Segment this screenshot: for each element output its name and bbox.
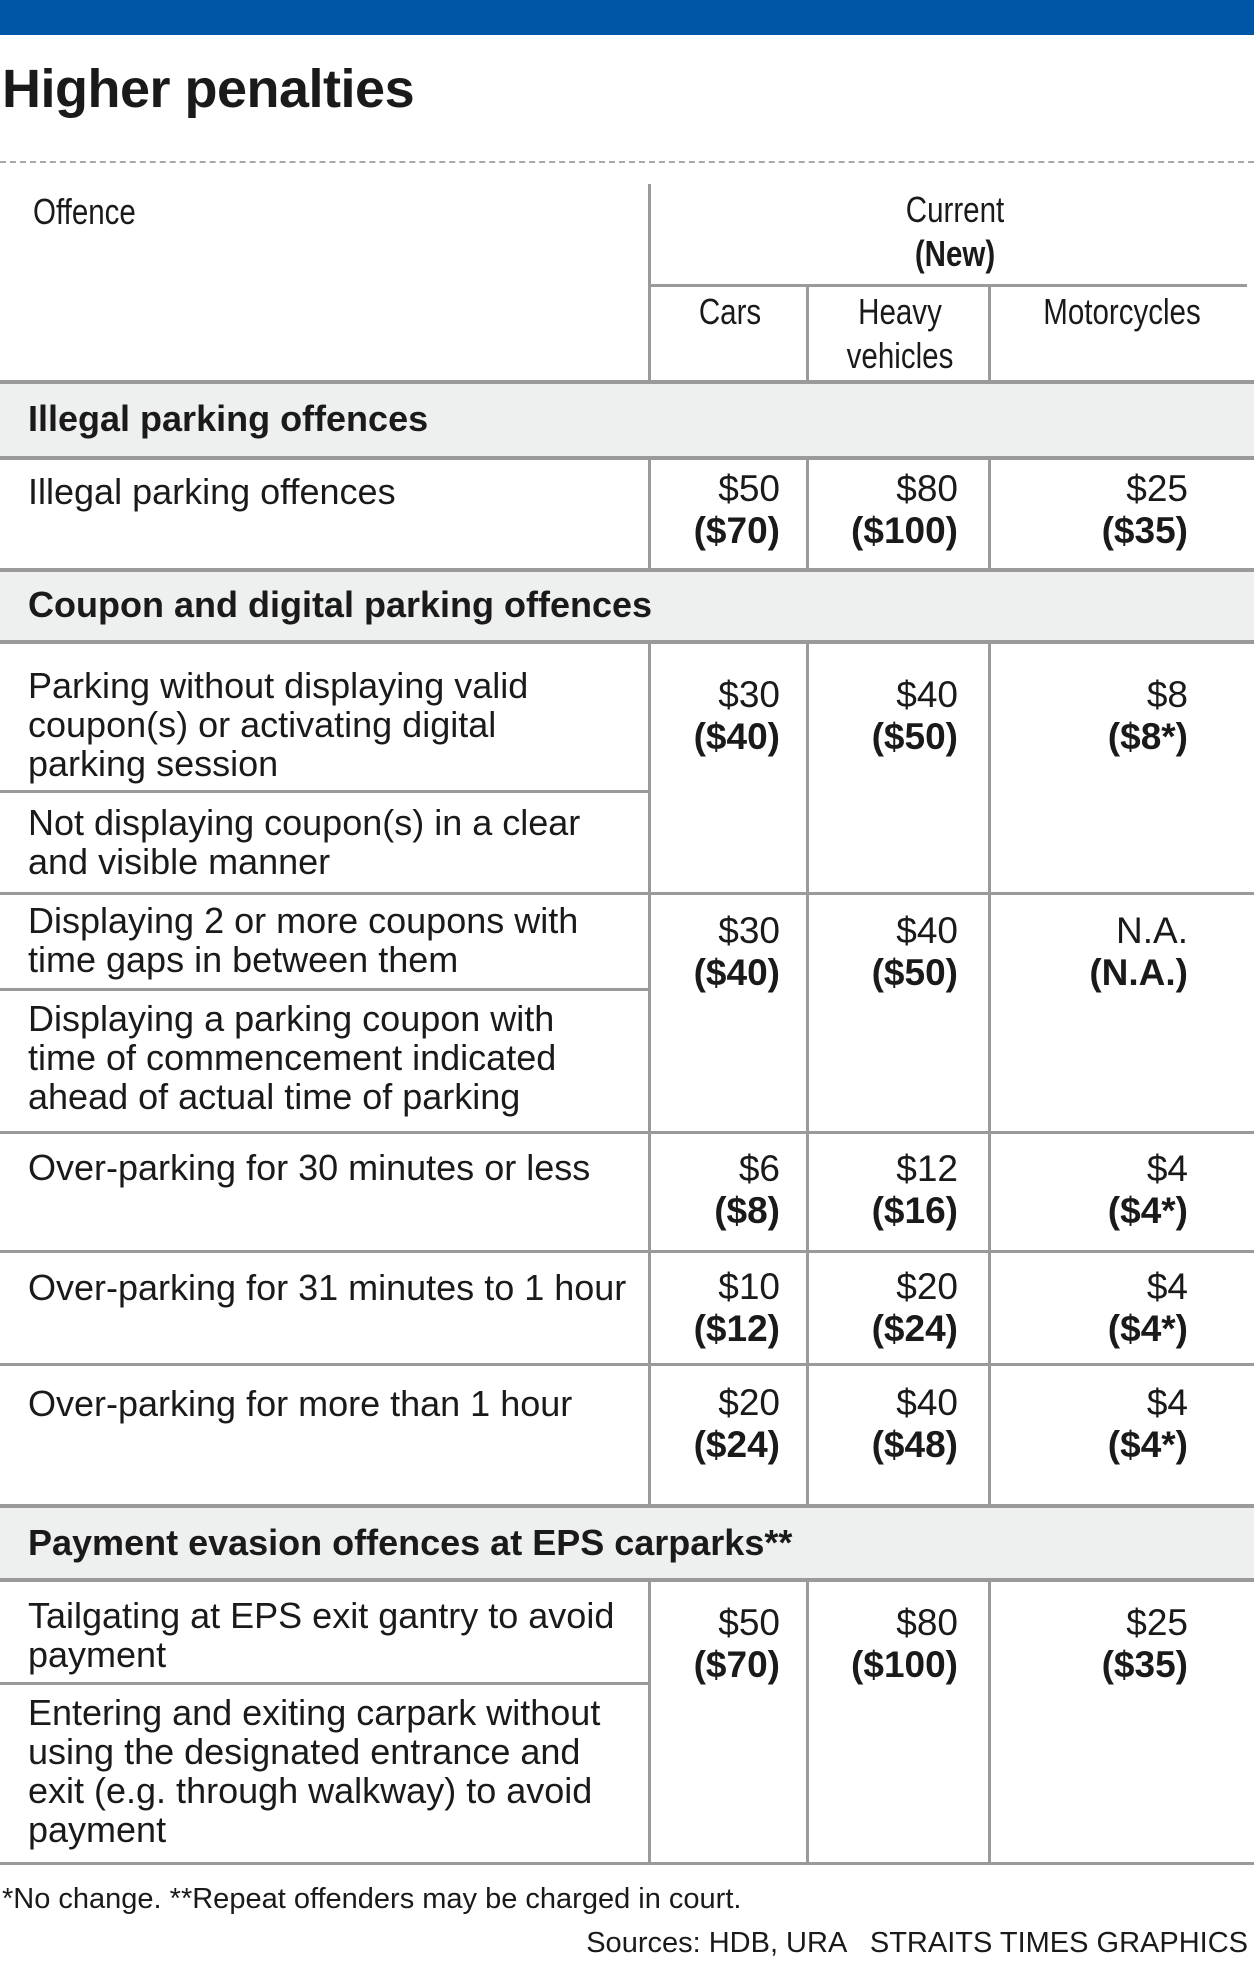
section-title-illegal: Illegal parking offences [28, 398, 429, 439]
current-fine: $25 [1126, 468, 1188, 509]
current-fine: $4 [1146, 1382, 1188, 1423]
table-rule [0, 892, 1254, 895]
table-rule [0, 1862, 1254, 1865]
fine-cell [630, 910, 780, 994]
new-fine: ($40) [693, 716, 780, 757]
fine-cell [788, 910, 958, 994]
current-fine: $20 [718, 1382, 780, 1423]
table-rule [0, 640, 1254, 644]
column-rule [806, 286, 809, 380]
current-fine: $12 [896, 1148, 958, 1189]
heavy-vehicles-header-line2: vehicles [846, 335, 954, 376]
sources-credit: Sources: HDB, URA STRAITS TIMES GRAPHICS [586, 1927, 1248, 1959]
table-rule [0, 1363, 1254, 1366]
table-rule [0, 456, 1254, 460]
new-fine: ($70) [693, 510, 780, 551]
current-fine: $10 [718, 1266, 780, 1307]
fine-cell [788, 468, 958, 552]
column-rule [648, 1580, 651, 1864]
table-rule [0, 790, 650, 793]
offence-ahead-line3: ahead of actual time of parking [28, 1076, 521, 1117]
new-fine: ($4*) [1107, 1308, 1188, 1349]
offence-two-coupons-line2: time gaps in between them [28, 939, 459, 980]
new-fine: ($12) [693, 1308, 780, 1349]
new-fine: ($16) [871, 1190, 958, 1231]
offence-no-coupon-line3: parking session [28, 743, 279, 784]
heavy-vehicles-header-line1: Heavy [858, 291, 942, 332]
new-fine: ($4*) [1107, 1190, 1188, 1231]
new-fine: ($35) [1101, 510, 1188, 551]
table-rule [0, 380, 1254, 384]
fine-cell [998, 1382, 1188, 1466]
new-fine: ($48) [871, 1424, 958, 1465]
offence-not-visible-line1: Not displaying coupon(s) in a clear [28, 802, 581, 843]
new-fine: ($24) [871, 1308, 958, 1349]
offence-overparking-more: Over-parking for more than 1 hour [28, 1383, 573, 1424]
current-fine: $30 [718, 910, 780, 951]
column-rule [648, 458, 651, 568]
current-fine: $4 [1146, 1266, 1188, 1307]
fine-cell [788, 1602, 958, 1686]
column-rule [648, 642, 651, 1504]
new-fine: (N.A.) [1089, 952, 1188, 993]
fine-cell [630, 1602, 780, 1686]
offence-tailgating-line2: payment [28, 1634, 167, 1675]
column-rule [988, 1580, 991, 1864]
fine-cell [998, 1266, 1188, 1350]
offence-column-header: Offence [33, 191, 136, 232]
offence-no-coupon-line1: Parking without displaying valid [28, 665, 529, 706]
offence-walkway-line4: payment [28, 1809, 167, 1850]
offence-ahead-line1: Displaying a parking coupon with [28, 998, 555, 1039]
current-fine: $30 [718, 674, 780, 715]
fine-cell [630, 1148, 780, 1232]
table-rule [0, 1131, 1254, 1134]
offence-overparking-60: Over-parking for 31 minutes to 1 hour [28, 1267, 627, 1308]
column-rule [648, 184, 651, 380]
column-rule [806, 1580, 809, 1864]
current-fine: $4 [1146, 1148, 1188, 1189]
offence-not-visible-line2: and visible manner [28, 841, 331, 882]
current-fine: $40 [896, 674, 958, 715]
current-fine: N.A. [1116, 910, 1188, 951]
column-rule [806, 642, 809, 1504]
current-fine: $20 [896, 1266, 958, 1307]
new-fine: ($50) [871, 952, 958, 993]
new-fine: ($8*) [1107, 716, 1188, 757]
current-fine: $8 [1146, 674, 1188, 715]
offence-walkway-line3: exit (e.g. through walkway) to avoid [28, 1770, 593, 1811]
new-fine: ($8) [714, 1190, 780, 1231]
fine-cell [630, 468, 780, 552]
fine-cell [630, 674, 780, 758]
new-fine: ($40) [693, 952, 780, 993]
fine-cell [998, 1602, 1188, 1686]
offence-ahead-line2: time of commencement indicated [28, 1037, 557, 1078]
section-title-eps: Payment evasion offences at EPS carparks** [28, 1522, 793, 1563]
fine-cell [788, 674, 958, 758]
page-title: Higher penalties [2, 59, 415, 119]
table-rule [0, 1682, 650, 1685]
table-rule [0, 568, 1254, 572]
column-rule [988, 642, 991, 1504]
new-fine: ($100) [851, 510, 958, 551]
footnote: *No change. **Repeat offenders may be charged in court. [2, 1883, 742, 1915]
fine-cell [998, 674, 1188, 758]
fine-cell [998, 468, 1188, 552]
column-rule [806, 458, 809, 568]
offence-two-coupons-line1: Displaying 2 or more coupons with [28, 900, 579, 941]
table-rule [0, 1250, 1254, 1253]
fine-cell [788, 1266, 958, 1350]
fine-cell [630, 1266, 780, 1350]
fine-cell [788, 1382, 958, 1466]
section-title-coupon: Coupon and digital parking offences [28, 584, 653, 625]
current-fine: $80 [896, 1602, 958, 1643]
new-fine: ($50) [871, 716, 958, 757]
offence-illegal-parking: Illegal parking offences [28, 471, 396, 512]
table-rule [0, 1504, 1254, 1508]
new-header: (New) [914, 233, 996, 274]
current-fine: $6 [738, 1148, 780, 1189]
table-rule [0, 988, 650, 991]
current-header: Current [905, 189, 1005, 230]
offence-no-coupon-line2: coupon(s) or activating digital [28, 704, 497, 745]
fine-cell [998, 1148, 1188, 1232]
new-fine: ($100) [851, 1644, 958, 1685]
current-fine: $80 [896, 468, 958, 509]
current-fine: $50 [718, 1602, 780, 1643]
offence-walkway-line1: Entering and exiting carpark without [28, 1692, 601, 1733]
table-rule [0, 1578, 1254, 1582]
offence-walkway-line2: using the designated entrance and [28, 1731, 581, 1772]
new-fine: ($70) [693, 1644, 780, 1685]
table-rule [651, 284, 1247, 287]
current-fine: $40 [896, 1382, 958, 1423]
current-fine: $50 [718, 468, 780, 509]
cars-column-header: Cars [698, 291, 762, 332]
new-fine: ($24) [693, 1424, 780, 1465]
column-rule [988, 458, 991, 568]
fine-cell [788, 1148, 958, 1232]
fine-cell [998, 910, 1188, 994]
current-fine: $40 [896, 910, 958, 951]
column-rule [988, 286, 991, 380]
new-fine: ($35) [1101, 1644, 1188, 1685]
motorcycles-column-header: Motorcycles [1043, 291, 1201, 332]
fine-cell [630, 1382, 780, 1466]
current-fine: $25 [1126, 1602, 1188, 1643]
new-fine: ($4*) [1107, 1424, 1188, 1465]
offence-overparking-30: Over-parking for 30 minutes or less [28, 1147, 591, 1188]
offence-tailgating-line1: Tailgating at EPS exit gantry to avoid [28, 1595, 615, 1636]
